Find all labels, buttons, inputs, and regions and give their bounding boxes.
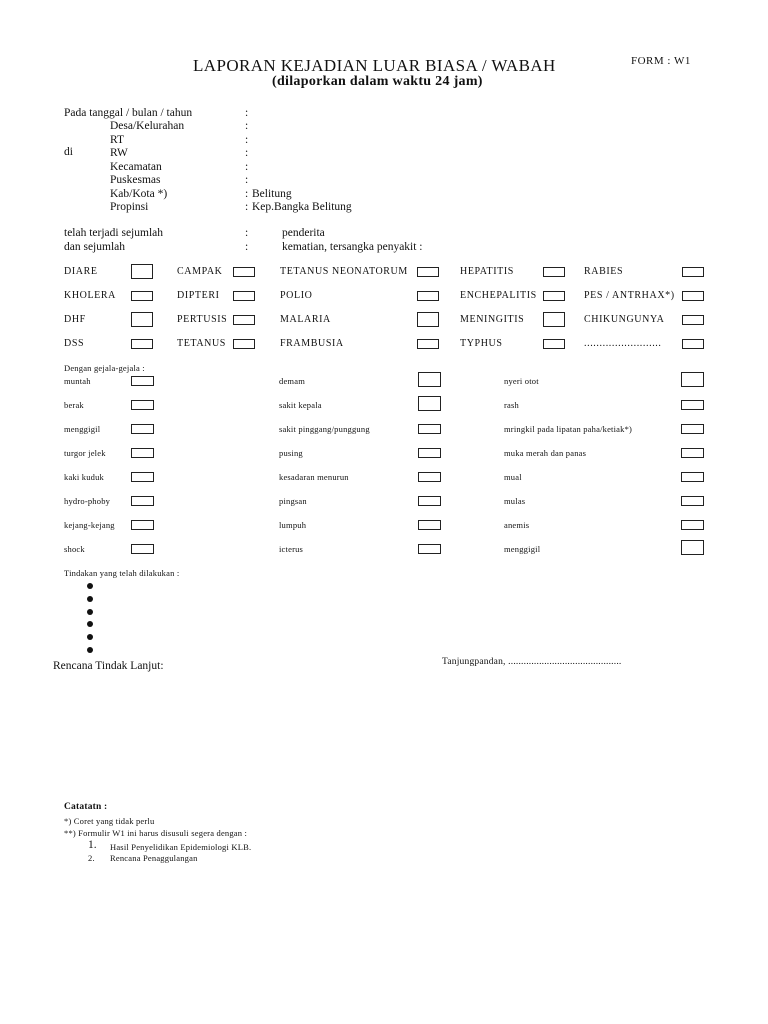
disease-label: DHF <box>64 314 86 325</box>
symptom-checkbox[interactable] <box>681 372 704 387</box>
disease-label: CAMPAK <box>177 266 223 277</box>
symptom-label: kesadaran menurun <box>279 472 349 482</box>
action-bullet <box>87 609 93 615</box>
notes-line-2: **) Formulir W1 ini harus disusuli segera dengan : <box>64 828 248 838</box>
disease-checkbox[interactable] <box>131 312 153 327</box>
field-label: RW <box>110 147 128 159</box>
symptom-label: anemis <box>504 520 530 530</box>
symptom-label: sakit kepala <box>279 400 322 410</box>
disease-checkbox[interactable] <box>131 339 153 349</box>
symptom-checkbox[interactable] <box>131 448 154 458</box>
symptom-label: demam <box>279 376 306 386</box>
disease-label: TETANUS NEONATORUM <box>280 266 408 277</box>
symptom-label: mringkil pada lipatan paha/ketiak*) <box>504 424 633 434</box>
disease-checkbox[interactable] <box>682 315 704 325</box>
disease-label: TYPHUS <box>460 338 503 349</box>
notes-line-1: *) Coret yang tidak perlu <box>64 816 155 826</box>
disease-checkbox[interactable] <box>417 312 439 327</box>
symptom-checkbox[interactable] <box>418 472 441 482</box>
disease-label: FRAMBUSIA <box>280 338 344 349</box>
field-value: Kep.Bangka Belitung <box>252 201 352 213</box>
disease-checkbox[interactable] <box>417 339 439 349</box>
disease-label: DIARE <box>64 266 98 277</box>
disease-checkbox[interactable] <box>543 339 565 349</box>
disease-checkbox[interactable] <box>233 291 255 301</box>
di-label: di <box>64 146 73 158</box>
date-label: Pada tanggal / bulan / tahun <box>64 107 193 119</box>
symptom-label: muntah <box>64 376 91 386</box>
disease-label: CHIKUNGUNYA <box>584 314 665 325</box>
disease-label: HEPATITIS <box>460 266 514 277</box>
symptom-label: berak <box>64 400 84 410</box>
symptom-checkbox[interactable] <box>418 396 441 411</box>
notes-item-2-text: Rencana Penaggulangan <box>110 853 198 863</box>
symptom-label: turgor jelek <box>64 448 106 458</box>
disease-checkbox[interactable] <box>233 339 255 349</box>
symptom-label: hydro-phoby <box>64 496 111 506</box>
symptom-checkbox[interactable] <box>681 472 704 482</box>
form-title: LAPORAN KEJADIAN LUAR BIASA / WABAH <box>193 56 556 75</box>
disease-label: PERTUSIS <box>177 314 228 325</box>
symptom-checkbox[interactable] <box>131 496 154 506</box>
deaths-label: dan sejumlah <box>64 241 125 253</box>
action-bullet <box>87 596 93 602</box>
field-label: Propinsi <box>110 201 149 213</box>
symptom-checkbox[interactable] <box>131 520 154 530</box>
form-subtitle: (dilaporkan dalam waktu 24 jam) <box>272 74 483 89</box>
actions-heading: Tindakan yang telah dilakukan : <box>64 568 180 578</box>
symptom-label: menggigil <box>64 424 101 434</box>
disease-checkbox[interactable] <box>417 291 439 301</box>
symptoms-heading: Dengan gejala-gejala : <box>64 363 145 373</box>
disease-label: ENCHEPALITIS <box>460 290 537 301</box>
disease-checkbox[interactable] <box>543 267 565 277</box>
symptom-checkbox[interactable] <box>681 400 704 410</box>
disease-checkbox[interactable] <box>682 339 704 349</box>
field-colon: : <box>245 147 249 159</box>
deaths-colon: : <box>245 241 249 253</box>
notes-item-1-num: 1. <box>88 839 97 851</box>
disease-label: ......................... <box>584 338 662 349</box>
symptom-checkbox[interactable] <box>418 544 441 554</box>
deaths-suffix: kematian, tersangka penyakit : <box>282 241 423 253</box>
field-label: Desa/Kelurahan <box>110 120 185 132</box>
disease-checkbox[interactable] <box>233 315 255 325</box>
symptom-checkbox[interactable] <box>418 448 441 458</box>
field-colon: : <box>245 187 249 200</box>
disease-checkbox[interactable] <box>233 267 255 277</box>
disease-checkbox[interactable] <box>131 264 153 279</box>
field-colon: : <box>245 160 249 173</box>
symptom-label: kaki kuduk <box>64 472 105 482</box>
symptom-checkbox[interactable] <box>681 496 704 506</box>
action-bullet <box>87 621 93 627</box>
notes-item-2-num: 2. <box>88 853 95 863</box>
disease-label: MALARIA <box>280 314 331 325</box>
disease-label: PES / ANTRHAX*) <box>584 290 675 301</box>
action-bullet <box>87 634 93 640</box>
disease-label: TETANUS <box>177 338 226 349</box>
cases-label: telah terjadi sejumlah <box>64 227 163 239</box>
disease-label: DSS <box>64 338 85 349</box>
symptom-label: pingsan <box>279 496 307 506</box>
symptom-checkbox[interactable] <box>131 376 154 386</box>
symptom-label: icterus <box>279 544 304 554</box>
symptom-label: sakit pinggang/punggung <box>279 424 370 434</box>
symptom-checkbox[interactable] <box>131 472 154 482</box>
symptom-checkbox[interactable] <box>131 400 154 410</box>
field-label: Kecamatan <box>110 160 162 173</box>
disease-label: KHOLERA <box>64 290 116 301</box>
field-colon: : <box>245 120 249 132</box>
cases-colon: : <box>245 227 249 239</box>
symptom-checkbox[interactable] <box>681 540 704 555</box>
symptom-label: rash <box>504 400 519 410</box>
field-value: Belitung <box>252 187 292 200</box>
symptom-label: lumpuh <box>279 520 307 530</box>
disease-checkbox[interactable] <box>131 291 153 301</box>
disease-checkbox[interactable] <box>543 312 565 327</box>
date-colon: : <box>245 107 249 119</box>
action-bullet <box>87 647 93 653</box>
place-date: Tanjungpandan, ............................................ <box>442 657 622 667</box>
disease-label: MENINGITIS <box>460 314 525 325</box>
symptom-checkbox[interactable] <box>418 424 441 434</box>
field-colon: : <box>245 174 249 186</box>
disease-label: POLIO <box>280 290 313 301</box>
symptom-checkbox[interactable] <box>681 424 704 434</box>
action-bullet <box>87 583 93 589</box>
followup-label: Rencana Tindak Lanjut: <box>53 660 164 672</box>
symptom-label: pusing <box>279 448 303 458</box>
symptom-checkbox[interactable] <box>681 448 704 458</box>
disease-checkbox[interactable] <box>682 267 704 277</box>
symptom-label: kejang-kejang <box>64 520 115 530</box>
symptom-checkbox[interactable] <box>131 424 154 434</box>
symptom-label: mual <box>504 472 522 482</box>
symptom-checkbox[interactable] <box>131 544 154 554</box>
field-colon: : <box>245 201 249 213</box>
disease-checkbox[interactable] <box>543 291 565 301</box>
symptom-label: shock <box>64 544 85 554</box>
notes-heading: Catatatn : <box>64 802 108 812</box>
disease-checkbox[interactable] <box>417 267 439 277</box>
symptom-label: muka merah dan panas <box>504 448 587 458</box>
disease-label: DIPTERI <box>177 290 220 301</box>
symptom-checkbox[interactable] <box>418 372 441 387</box>
symptom-label: nyeri otot <box>504 376 539 386</box>
symptom-checkbox[interactable] <box>681 520 704 530</box>
field-label: Kab/Kota *) <box>110 187 168 200</box>
symptom-checkbox[interactable] <box>418 496 441 506</box>
field-colon: : <box>245 133 249 146</box>
symptom-checkbox[interactable] <box>418 520 441 530</box>
field-label: RT <box>110 133 125 146</box>
disease-label: RABIES <box>584 266 624 277</box>
symptom-label: menggigil <box>504 544 541 554</box>
symptom-label: mulas <box>504 496 526 506</box>
field-label: Puskesmas <box>110 174 161 186</box>
notes-item-1-text: Hasil Penyelidikan Epidemiologi KLB. <box>110 842 252 852</box>
cases-suffix: penderita <box>282 227 325 239</box>
form-code: FORM : W1 <box>631 55 691 67</box>
disease-checkbox[interactable] <box>682 291 704 301</box>
